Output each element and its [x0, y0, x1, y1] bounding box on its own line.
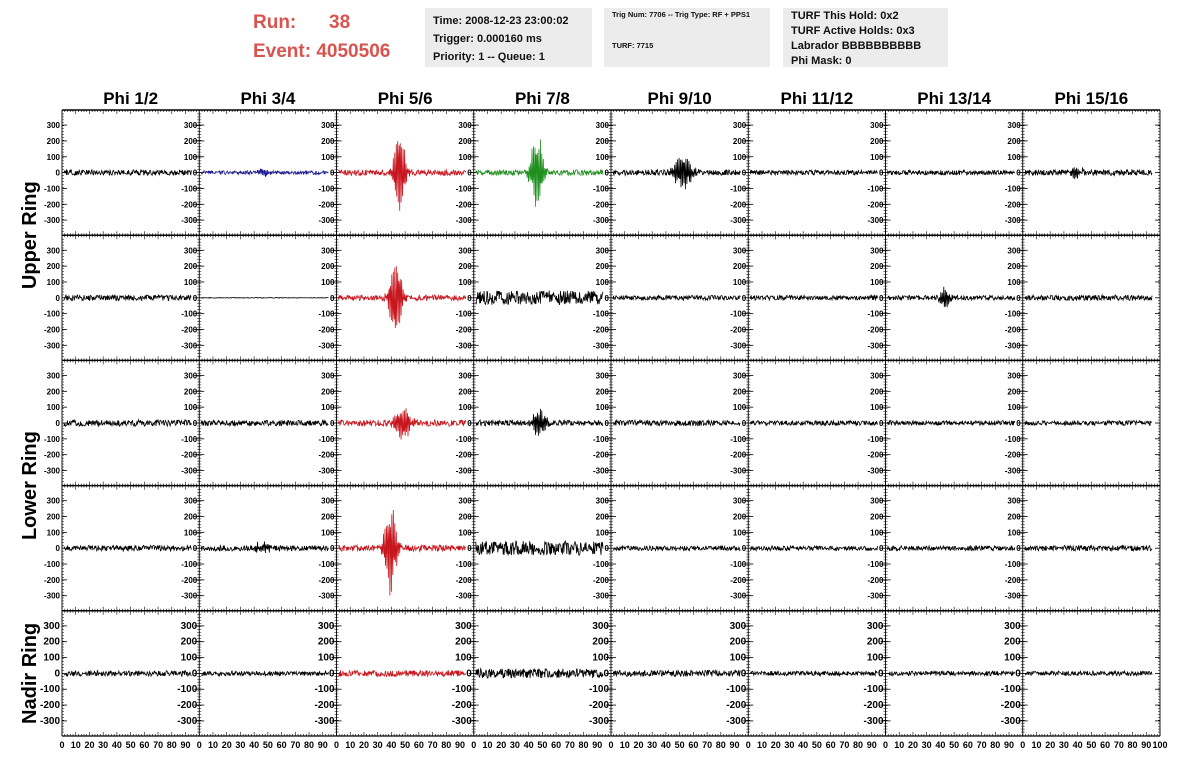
phi-mask-text: Phi Mask: 0	[791, 55, 852, 67]
y-tick-label: 200	[732, 262, 747, 272]
y-tick-label: 300	[46, 496, 60, 506]
waveform-trace	[339, 408, 466, 439]
waveform-trace	[201, 169, 328, 177]
waveform-trace	[750, 295, 877, 300]
y-tick-label: -300	[181, 216, 198, 226]
y-tick-label: 300	[321, 371, 335, 381]
waveform-trace	[476, 140, 603, 207]
run-value: 38	[329, 12, 351, 33]
y-tick-label: -200	[592, 200, 609, 210]
y-tick-label: 0	[55, 419, 60, 428]
y-tick-label: 0	[604, 419, 609, 428]
y-tick-label: 300	[46, 246, 60, 256]
y-tick-label: -300	[455, 466, 472, 476]
y-tick-label: 0	[741, 419, 747, 428]
waveform-trace	[888, 170, 1015, 175]
y-tick-label: -300	[1004, 341, 1021, 351]
y-tick-label: 200	[321, 387, 335, 397]
y-tick-label: -300	[318, 216, 335, 226]
y-tick-label: -100	[455, 184, 472, 194]
waveform-trace	[1025, 295, 1152, 301]
waveform-trace	[1025, 421, 1152, 426]
y-tick-label: -200	[43, 325, 60, 335]
turf-text: TURF: 7715	[612, 41, 654, 50]
y-tick-label: 0	[1016, 293, 1021, 303]
y-tick-label: 0	[1016, 168, 1021, 178]
y-tick-label: 100	[732, 403, 747, 413]
y-tick-label: 0	[467, 293, 472, 303]
y-tick-label: 100	[458, 152, 472, 162]
column-header-phi: Phi 9/10	[647, 89, 712, 108]
y-tick-label: -100	[867, 434, 884, 444]
y-tick-label: -200	[318, 200, 335, 210]
y-tick-label: 100	[595, 152, 609, 162]
y-tick-label: -200	[867, 325, 884, 335]
y-tick-label: 300	[732, 246, 747, 256]
y-tick-label: 0	[604, 293, 609, 303]
waveform-trace	[1025, 167, 1152, 179]
y-tick-label: 300	[458, 371, 472, 381]
y-tick-label: 100	[321, 277, 335, 287]
waveform-trace	[64, 170, 191, 176]
y-tick-label: 100	[732, 277, 747, 287]
y-tick-label: -200	[181, 325, 198, 335]
y-tick-label: -200	[592, 450, 609, 460]
y-tick-label: 0	[192, 293, 198, 303]
y-tick-label: 0	[330, 293, 335, 303]
y-tick-label: 0	[467, 419, 472, 428]
y-tick-label: 100	[183, 277, 198, 287]
y-tick-label: 100	[732, 152, 747, 162]
y-tick-label: 0	[55, 168, 60, 178]
y-tick-label: -100	[181, 434, 198, 444]
y-tick-label: 300	[595, 371, 609, 381]
y-tick-label: 300	[1007, 121, 1021, 131]
y-tick-label: -200	[181, 200, 198, 210]
y-tick-label: -100	[318, 184, 335, 194]
trigger-text: Trigger: 0.000160 ms	[433, 33, 542, 45]
y-tick-label: 100	[46, 277, 60, 287]
ring-label: Nadir Ring	[19, 622, 41, 724]
y-tick-label: 100	[458, 277, 472, 287]
priority-text: Priority: 1 -- Queue: 1	[433, 51, 545, 63]
y-tick-label: 300	[46, 121, 60, 131]
y-tick-label: 300	[183, 246, 198, 256]
y-tick-label: -300	[592, 216, 609, 226]
column-header-phi: Phi 5/6	[377, 89, 433, 108]
column-header-phi: Phi 7/8	[514, 89, 570, 108]
y-tick-label: 200	[1007, 136, 1021, 146]
y-tick-label: -100	[592, 434, 609, 444]
y-tick-label: -300	[730, 341, 747, 351]
y-tick-label: 300	[458, 121, 472, 131]
column-header-phi: Phi 11/12	[780, 89, 854, 108]
waveform-trace	[339, 266, 466, 328]
y-tick-label: 100	[1007, 277, 1021, 287]
event-value: 4050506	[316, 41, 391, 62]
y-tick-label: 0	[741, 168, 747, 178]
y-tick-label: 0	[192, 419, 198, 428]
y-tick-label: 0	[1016, 419, 1021, 428]
y-tick-label: 300	[1007, 246, 1021, 256]
turf-active-text: TURF Active Holds: 0x3	[791, 25, 915, 37]
y-tick-label: 100	[183, 152, 198, 162]
column-header-phi: Phi 1/2	[103, 89, 159, 108]
y-tick-label: -300	[318, 466, 335, 476]
y-tick-label: -200	[730, 200, 747, 210]
y-tick-label: 300	[321, 246, 335, 256]
column-header-phi: Phi 3/4	[240, 89, 296, 108]
y-tick-label: 0	[879, 419, 884, 428]
y-tick-label: 300	[46, 371, 60, 381]
y-tick-label: 300	[183, 121, 198, 131]
y-tick-label: 200	[595, 262, 609, 272]
y-tick-label: -200	[730, 325, 747, 335]
y-tick-label: 100	[46, 528, 60, 538]
y-tick-label: 100	[46, 152, 60, 162]
y-tick-label: -300	[1004, 466, 1021, 476]
run-label: Run:	[253, 12, 297, 33]
y-tick-label: -100	[1004, 434, 1021, 444]
waveform-trace	[613, 295, 740, 300]
y-tick-label: 100	[46, 403, 60, 413]
column-header-phi: Phi 13/14	[917, 89, 991, 108]
column-header-phi: Phi 15/16	[1054, 89, 1129, 108]
y-tick-label: -300	[43, 466, 60, 476]
y-tick-label: 0	[330, 168, 335, 178]
y-tick-label: -300	[867, 466, 884, 476]
y-tick-label: 200	[595, 136, 609, 146]
event-label: Event:	[253, 41, 312, 62]
y-tick-label: -100	[592, 184, 609, 194]
y-tick-label: 200	[1007, 387, 1021, 397]
y-tick-label: -100	[455, 434, 472, 444]
waveform-trace	[201, 420, 328, 426]
y-tick-label: -200	[455, 325, 472, 335]
y-tick-label: 100	[321, 403, 335, 413]
y-tick-label: -200	[318, 450, 335, 460]
y-tick-label: -100	[867, 184, 884, 194]
y-tick-label: -100	[318, 309, 335, 319]
y-tick-label: 100	[595, 403, 609, 413]
y-tick-label: -300	[181, 341, 198, 351]
y-tick-label: 200	[458, 387, 472, 397]
waveform-trace	[888, 421, 1015, 426]
y-tick-label: 200	[870, 262, 884, 272]
y-tick-label: 0	[879, 168, 884, 178]
y-tick-label: 200	[46, 262, 60, 272]
y-tick-label: 0	[55, 544, 60, 554]
y-tick-label: -300	[43, 216, 60, 226]
waveform-trace	[201, 298, 328, 299]
y-tick-label: -100	[43, 184, 60, 194]
y-tick-label: -300	[181, 466, 198, 476]
y-tick-label: 100	[1007, 403, 1021, 413]
y-tick-label: -300	[867, 216, 884, 226]
y-tick-label: -300	[1004, 216, 1021, 226]
y-tick-label: 100	[595, 277, 609, 287]
y-tick-label: -100	[867, 309, 884, 319]
labrador-text: Labrador BBBBBBBBBB	[791, 40, 922, 52]
y-tick-label: 200	[870, 136, 884, 146]
y-tick-label: 0	[879, 293, 884, 303]
y-tick-label: -100	[1004, 309, 1021, 319]
y-tick-label: -300	[318, 341, 335, 351]
y-tick-label: 100	[870, 403, 884, 413]
y-tick-label: 200	[732, 387, 747, 397]
y-tick-label: -200	[43, 200, 60, 210]
y-tick-label: -100	[730, 434, 747, 444]
y-tick-label: 200	[183, 136, 198, 146]
y-tick-label: -100	[43, 434, 60, 444]
y-tick-label: -300	[455, 341, 472, 351]
waveform-trace	[613, 420, 740, 426]
y-tick-label: -200	[455, 200, 472, 210]
trig-num-text: Trig Num: 7706 -- Trig Type: RF + PPS1	[612, 10, 751, 19]
waveform-trace	[476, 409, 603, 436]
y-tick-label: -200	[1004, 325, 1021, 335]
y-tick-label: -100	[1004, 184, 1021, 194]
y-tick-label: 300	[732, 371, 747, 381]
y-tick-label: 200	[870, 387, 884, 397]
y-tick-label: 0	[741, 293, 747, 303]
y-tick-label: -300	[43, 341, 60, 351]
ring-label: Upper Ring	[19, 181, 41, 290]
turf-hold-text: TURF This Hold: 0x2	[791, 10, 899, 22]
y-tick-label: 100	[1007, 152, 1021, 162]
y-tick-label: 200	[595, 387, 609, 397]
y-tick-label: -300	[455, 216, 472, 226]
y-tick-label: 300	[321, 121, 335, 131]
y-tick-label: 300	[595, 246, 609, 256]
y-tick-label: -300	[730, 466, 747, 476]
y-tick-label: 200	[458, 262, 472, 272]
y-tick-label: 300	[458, 246, 472, 256]
waveform-trace	[64, 420, 191, 426]
y-tick-label: -100	[455, 309, 472, 319]
y-tick-label: 200	[458, 136, 472, 146]
y-tick-label: 200	[1007, 262, 1021, 272]
y-tick-label: -300	[730, 216, 747, 226]
y-tick-label: -200	[730, 450, 747, 460]
y-tick-label: 100	[870, 277, 884, 287]
waveform-trace	[64, 295, 191, 301]
y-tick-label: -300	[592, 466, 609, 476]
y-tick-label: -200	[867, 450, 884, 460]
y-tick-label: 200	[46, 512, 60, 522]
y-tick-label: 100	[183, 403, 198, 413]
y-tick-label: 200	[183, 387, 198, 397]
y-tick-label: 200	[321, 136, 335, 146]
waveform-trace	[613, 158, 740, 189]
y-tick-label: -300	[592, 341, 609, 351]
y-tick-label: 200	[46, 136, 60, 146]
ring-label: Lower Ring	[19, 431, 41, 541]
y-tick-label: 0	[604, 168, 609, 178]
y-tick-label: 0	[192, 168, 198, 178]
y-tick-label: -200	[592, 325, 609, 335]
y-tick-label: -200	[867, 200, 884, 210]
y-tick-label: 0	[330, 419, 335, 428]
y-tick-label: -100	[181, 184, 198, 194]
y-tick-label: 300	[1007, 371, 1021, 381]
y-tick-label: -100	[730, 184, 747, 194]
y-tick-label: 300	[595, 121, 609, 131]
y-tick-label: -100	[730, 309, 747, 319]
y-tick-label: -100	[43, 309, 60, 319]
y-tick-label: -300	[867, 341, 884, 351]
y-tick-label: -200	[455, 450, 472, 460]
y-tick-label: 200	[183, 262, 198, 272]
y-tick-label: -100	[181, 309, 198, 319]
y-tick-label: 300	[870, 371, 884, 381]
y-tick-label: 300	[870, 121, 884, 131]
waveform-trace	[339, 141, 466, 211]
y-tick-label: 0	[467, 168, 472, 178]
y-tick-label: 100	[458, 403, 472, 413]
y-tick-label: 300	[183, 371, 198, 381]
y-tick-label: 100	[321, 152, 335, 162]
y-tick-label: -200	[43, 450, 60, 460]
waveform-trace	[750, 421, 877, 426]
y-tick-label: -200	[318, 325, 335, 335]
y-tick-label: 200	[321, 262, 335, 272]
waveform-trace	[476, 291, 603, 305]
y-tick-label: -200	[1004, 200, 1021, 210]
y-tick-label: -100	[318, 434, 335, 444]
waveform-trace	[750, 170, 877, 175]
y-tick-label: -100	[592, 309, 609, 319]
y-tick-label: 300	[870, 246, 884, 256]
y-tick-label: 200	[732, 136, 747, 146]
time-text: Time: 2008-12-23 23:00:02	[433, 15, 569, 27]
y-tick-label: -200	[181, 450, 198, 460]
y-tick-label: 0	[55, 293, 60, 303]
waveform-trace	[888, 287, 1015, 307]
y-tick-label: -200	[1004, 450, 1021, 460]
y-tick-label: 300	[732, 121, 747, 131]
y-tick-label: 200	[46, 387, 60, 397]
y-tick-label: 100	[870, 152, 884, 162]
